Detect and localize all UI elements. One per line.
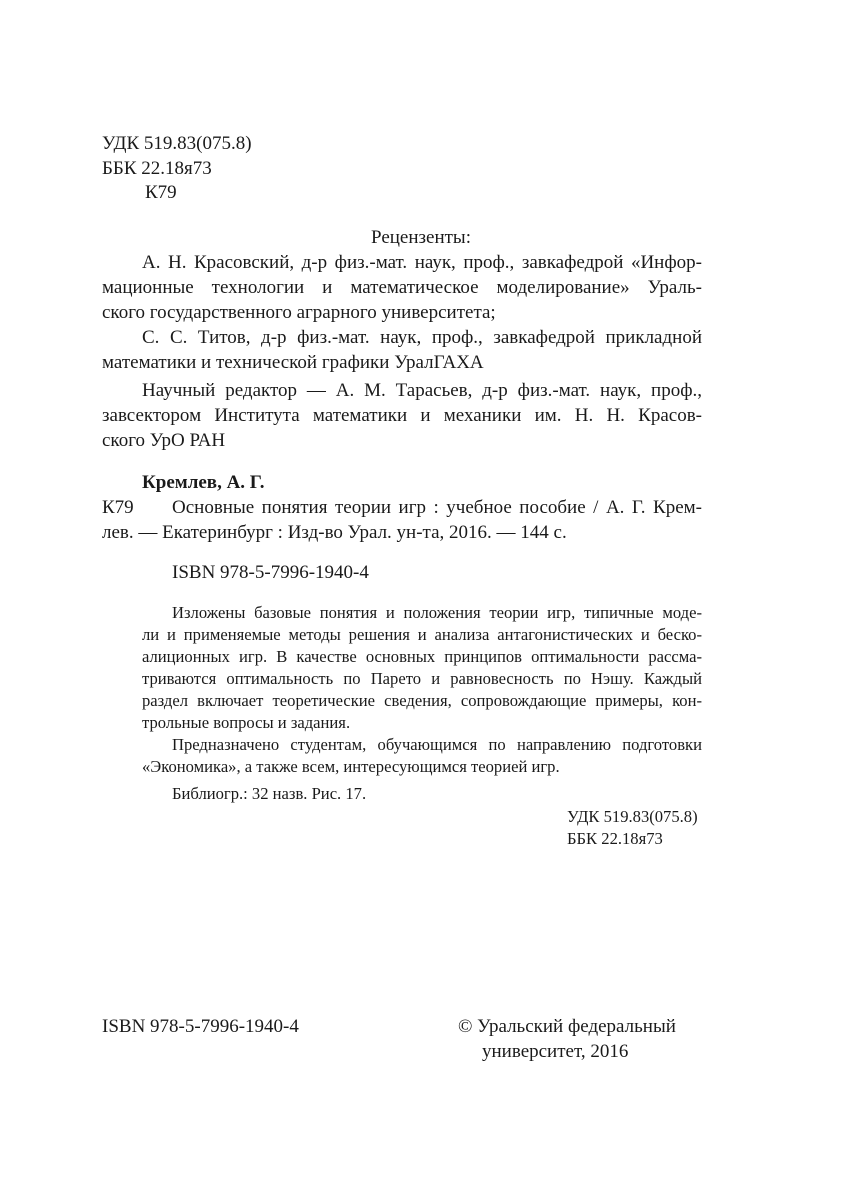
reviewer-line: математики и технической графики УралГАХА — [102, 352, 484, 373]
annotation-line: «Экономика», а также всем, интересующимся теорией игр. — [142, 757, 560, 776]
copyright-line-2: университет, 2016 — [482, 1041, 629, 1062]
bbk-code: ББК 22.18я73 — [102, 158, 212, 179]
reviewers-block — [102, 250, 702, 375]
reviewer-line: С. С. Титов, д-р физ.-мат. наук, проф., завкафедрой прикладной — [142, 327, 702, 348]
copyright-line-1: © Уральский федеральный — [458, 1016, 676, 1037]
editor-line: завсектором Института математики и механики им. Н. Н. Красов- — [102, 405, 702, 426]
annotation-line: трольные вопросы и задания. — [142, 713, 351, 732]
record-line: Основные понятия теории игр : учебное пособие / А. Г. Крем- — [172, 497, 702, 518]
reviewer-line: мационные технологии и математическое моделирование» Ураль- — [102, 277, 702, 298]
author-mark: К79 — [145, 182, 177, 203]
reviewer-line: А. Н. Красовский, д-р физ.-мат. наук, проф., завкафедрой «Инфор- — [142, 252, 702, 273]
annotation-line: ли и применяемые методы решения и анализа антагонистических и беско- — [142, 625, 702, 644]
record-isbn: ISBN 978-5-7996-1940-4 — [172, 562, 369, 583]
annotation-udk: УДК 519.83(075.8) — [567, 807, 698, 826]
annotation-line: раздел включает теоретические сведения, сопровождающие примеры, кон- — [142, 691, 702, 710]
annotation-line: Изложены базовые понятия и положения теории игр, типичные моде- — [172, 603, 702, 622]
annotation-line: триваются оптимальность по Парето и равновесность по Нэшу. Каждый — [142, 669, 702, 688]
bibliography-note: Библиогр.: 32 назв. Рис. 17. — [172, 784, 367, 803]
udk-code: УДК 519.83(075.8) — [102, 133, 252, 154]
annotation-line: алиционных игр. В качестве основных принципов оптимальности рассма- — [142, 647, 702, 666]
record-author-mark: К79 — [102, 497, 134, 518]
reviewers-title: Рецензенты: — [371, 227, 471, 248]
editor-line: ского УрО РАН — [102, 430, 226, 451]
reviewer-line: ского государственного аграрного университета; — [102, 302, 496, 323]
annotation-block — [142, 602, 702, 778]
record-line: лев. — Екатеринбург : Изд-во Урал. ун-та, 2016. — 144 с. — [102, 522, 567, 543]
record-author: Кремлев, А. Г. — [142, 472, 265, 493]
footer-isbn: ISBN 978-5-7996-1940-4 — [102, 1016, 299, 1037]
annotation-bbk: ББК 22.18я73 — [567, 829, 663, 848]
annotation-line: Предназначено студентам, обучающимся по направлению подготовки — [172, 735, 702, 754]
editor-block — [102, 378, 702, 453]
editor-line: Научный редактор — А. М. Тарасьев, д-р физ.-мат. наук, проф., — [142, 380, 702, 401]
